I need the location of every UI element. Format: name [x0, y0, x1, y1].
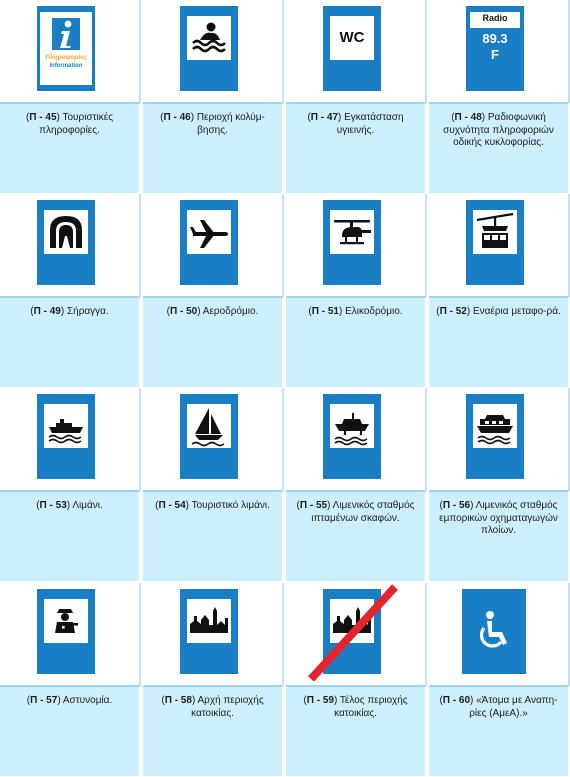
caption-paren-open: ( [25, 112, 30, 123]
sign-board [466, 394, 524, 479]
tunnel-icon [44, 210, 88, 254]
sign-image [286, 0, 427, 102]
caption-paren-open: ( [296, 500, 300, 511]
sign-code: Π - 46 [163, 112, 191, 123]
sign-label: Τουριστικές πληροφορίες. [39, 112, 114, 136]
town-end-icon [330, 599, 374, 643]
sign-board [180, 394, 238, 479]
caption-paren-open: ( [155, 500, 159, 511]
caption-paren-open: ( [308, 306, 312, 317]
sign-image [429, 0, 570, 102]
sign-caption [286, 685, 427, 776]
sign-board [180, 589, 238, 674]
sign-label: Εναέρια μεταφο-ρά. [472, 306, 561, 317]
sign-image [286, 194, 427, 296]
sign-code: Π - 53 [39, 500, 67, 511]
sign-image [0, 0, 141, 102]
sign-label: Τουριστικό λιμάνι. [191, 500, 270, 511]
sign-label: Αεροδρόμιο. [202, 306, 259, 317]
caption-paren-close: ) [338, 306, 346, 317]
caption-paren-open: ( [439, 695, 443, 706]
caption-paren-open: ( [451, 112, 455, 123]
radio-label: Radio [482, 13, 508, 23]
sign-code: Π - 60 [442, 695, 471, 706]
sign-code: Π - 58 [164, 695, 192, 706]
sign-board [466, 6, 524, 91]
sign-image [143, 0, 284, 102]
sign-image [286, 583, 427, 685]
sign-caption [429, 490, 570, 581]
sign-image [0, 583, 141, 685]
sign-image [143, 194, 284, 296]
ship-icon [44, 404, 88, 448]
sign-label: «Άτομα με Αναπη-ρίες (ΑμεΑ).» [469, 695, 558, 719]
sign-code: Π - 52 [439, 306, 467, 317]
sign-code: Π - 56 [442, 500, 471, 511]
sign-image [429, 194, 570, 296]
sign-caption [143, 685, 284, 776]
sign-code: Π - 49 [33, 306, 61, 317]
caption-paren-open: ( [303, 695, 307, 706]
sign-board [37, 6, 95, 91]
sign-code: Π - 51 [311, 306, 339, 317]
caption-paren-close: ) [470, 695, 477, 706]
sign-code: Π - 45 [29, 112, 57, 123]
sign-code: Π - 57 [30, 695, 58, 706]
caption-paren-close: ) [66, 500, 73, 511]
caption-paren-open: ( [439, 500, 443, 511]
radio-frequency: 89.3 [482, 31, 508, 46]
sign-code: Π - 50 [170, 306, 198, 317]
caption-paren-open: ( [161, 695, 165, 706]
info-label-sub: Information [49, 63, 83, 69]
hydrofoil-icon [330, 404, 374, 448]
sign-image [0, 194, 141, 296]
sign-board [323, 394, 381, 479]
caption-paren-open: ( [307, 112, 311, 123]
caption-paren-close: ) [185, 500, 192, 511]
town-icon [187, 599, 231, 643]
sign-code: Π - 47 [310, 112, 339, 123]
sign-code: Π - 48 [454, 112, 482, 123]
caption-paren-close: ) [197, 306, 203, 317]
sign-image [286, 388, 427, 490]
sign-image [143, 388, 284, 490]
airplane-icon [187, 210, 231, 254]
sign-caption [0, 685, 141, 776]
caption-paren-open: ( [436, 306, 440, 317]
sign-caption [0, 296, 141, 387]
sign-label: Λιμενικός σταθμός ιπταμένων σκαφών. [311, 500, 415, 524]
sign-caption [286, 296, 427, 387]
police-icon [44, 599, 88, 643]
sign-caption [143, 296, 284, 387]
sign-board [466, 200, 524, 285]
helicopter-icon [330, 210, 374, 254]
sign-image [0, 388, 141, 490]
ferry-icon [473, 404, 517, 448]
caption-paren-close: ) [191, 695, 198, 706]
sign-caption [0, 490, 141, 581]
sign-board [323, 589, 381, 674]
info-icon [37, 6, 95, 91]
sign-label: Λιμάνι. [72, 500, 103, 511]
caption-paren-close: ) [56, 112, 63, 123]
sign-board [323, 6, 381, 91]
sign-label: Εγκατάσταση υγιεινής. [336, 112, 404, 136]
sign-image [429, 583, 570, 685]
sign-label: Σήραγγα. [66, 306, 109, 317]
sign-board [37, 394, 95, 479]
sign-label: Περιοχή κολύμ-βησης. [196, 112, 265, 136]
sign-code: Π - 55 [299, 500, 328, 511]
caption-paren-close: ) [481, 112, 488, 123]
sailboat-icon [187, 404, 231, 448]
sign-board [180, 200, 238, 285]
sign-board [323, 200, 381, 285]
wc-label: WC [339, 29, 365, 46]
caption-paren-close: ) [466, 306, 473, 317]
swimmer-icon [187, 16, 231, 60]
caption-paren-close: ) [60, 306, 67, 317]
sign-caption [143, 102, 284, 193]
caption-paren-open: ( [26, 695, 31, 706]
wc-icon [330, 16, 374, 60]
sign-label: Ραδιοφωνική συχνότητα πληροφοριών οδικής κυκλοφορίας. [443, 112, 554, 148]
caption-paren-close: ) [327, 500, 333, 511]
radio-band: F [491, 47, 499, 62]
radio-icon [473, 13, 517, 62]
caption-paren-open: ( [30, 306, 34, 317]
caption-paren-open: ( [36, 500, 40, 511]
sign-code: Π - 59 [306, 695, 334, 706]
sign-caption [143, 490, 284, 581]
caption-paren-close: ) [338, 112, 345, 123]
sign-caption [0, 102, 141, 193]
caption-paren-close: ) [470, 500, 476, 511]
wheelchair-icon [472, 609, 516, 653]
sign-board [37, 589, 95, 674]
sign-caption [429, 685, 570, 776]
cable-car-icon [473, 210, 517, 254]
sign-image [429, 388, 570, 490]
sign-board [37, 200, 95, 285]
sign-label: Λιμενικός σταθμός εμπορικών οχηματαγωγών πλοίων. [439, 500, 558, 536]
sign-caption [429, 102, 570, 193]
sign-label: Αστυνομία. [62, 695, 113, 706]
info-label-main: Πληροφορίες [45, 54, 87, 61]
caption-paren-close: ) [190, 112, 197, 123]
caption-paren-open: ( [166, 306, 170, 317]
sign-caption [286, 102, 427, 193]
sign-board [462, 589, 526, 674]
sign-caption [286, 490, 427, 581]
sign-label: Αρχή περιοχής κατοικίας. [191, 695, 264, 719]
sign-code: Π - 54 [158, 500, 186, 511]
sign-image [143, 583, 284, 685]
sign-label: Ελικοδρόμιο. [345, 306, 403, 317]
caption-paren-close: ) [57, 695, 63, 706]
sign-label: Τέλος περιοχής κατοικίας. [334, 695, 408, 719]
caption-paren-close: ) [333, 695, 340, 706]
sign-board [180, 6, 238, 91]
caption-paren-open: ( [160, 112, 164, 123]
sign-caption [429, 296, 570, 387]
